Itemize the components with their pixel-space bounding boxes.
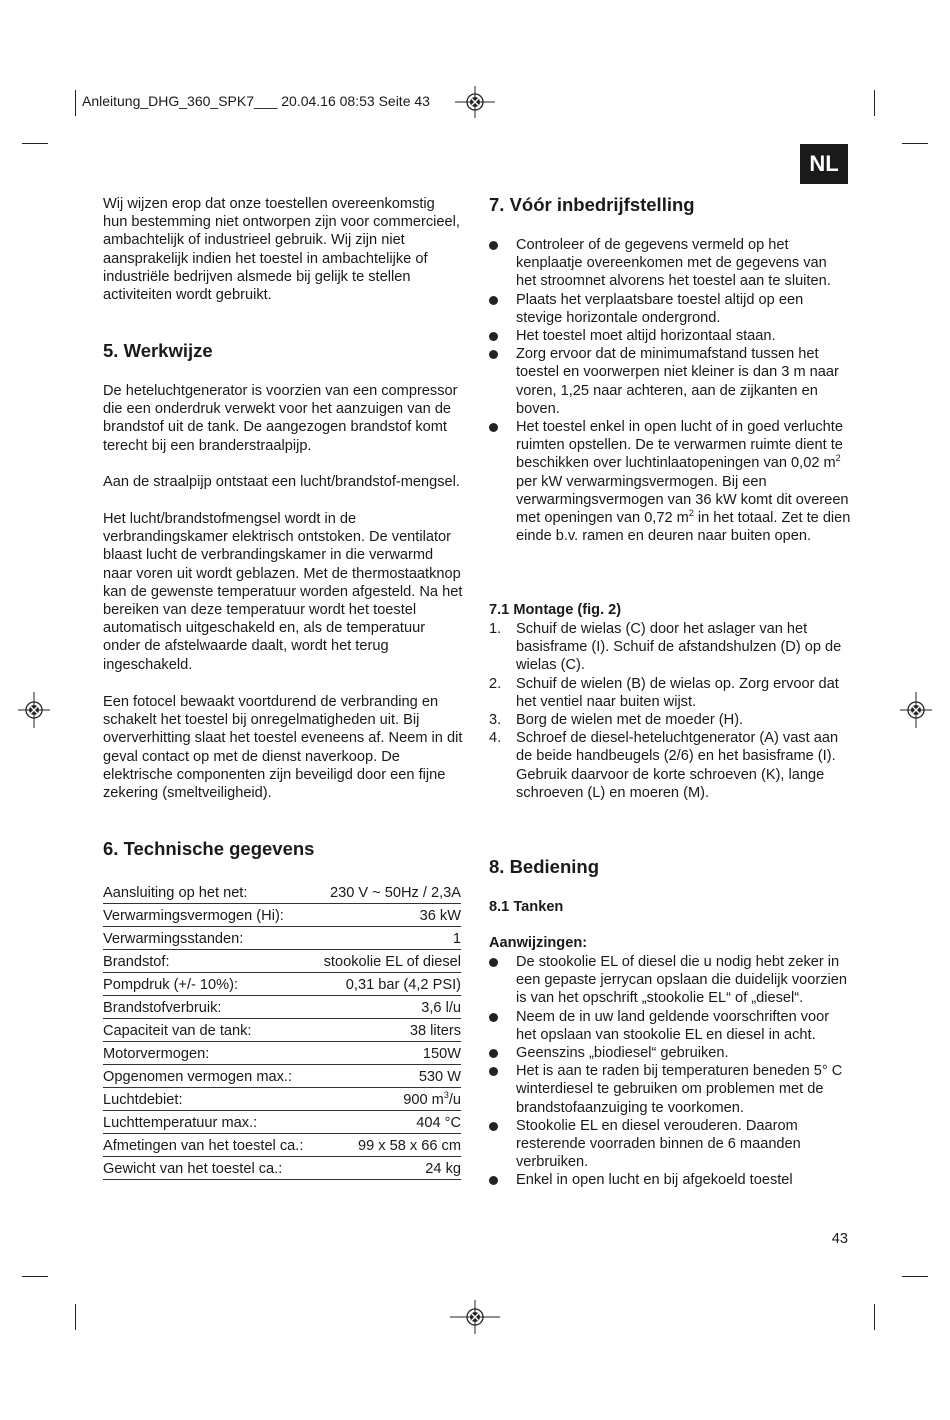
spec-value: 230 V ~ 50Hz / 2,3A	[315, 881, 461, 904]
spec-value: 3,6 l/u	[315, 996, 461, 1019]
spec-row	[103, 1088, 461, 1111]
spec-label: Afmetingen van het toestel ca.:	[103, 1134, 315, 1157]
spec-row	[103, 904, 461, 927]
spec-label: Brandstofverbruik:	[103, 996, 315, 1019]
spec-row	[103, 1111, 461, 1134]
spec-value: 530 W	[315, 1065, 461, 1088]
crop-mark	[902, 1276, 928, 1277]
list-item: De stookolie EL of diesel die u nodig hebt zeker in een gepaste jerrycan opslaan die duidelijk voorzien is van het opschrift „stookolie EL“ of „diesel“.	[489, 953, 851, 1008]
spec-value: 0,31 bar (4,2 PSI)	[315, 973, 461, 996]
notes-title: Aanwijzingen:	[489, 935, 588, 951]
section-5-paragraph-3: Het lucht/brandstofmengsel wordt in de verbrandingskamer elektrisch ontstoken. De ventilator blaast lucht de verbrandingskamer in die verwarmd naar voren uit wordt geblazen. Met de thermostaatknop kan de gewenste temperatuur worden afgesteld. Na het bereiken van deze temperatuur wordt het toestel automatisch uitgeschakeld en, als de temperatuur onder de afstelwaarde daalt, wordt het terug ingeschakeld.	[103, 511, 463, 673]
spec-value: 38 liters	[315, 1019, 461, 1042]
crop-mark	[874, 1304, 875, 1330]
spec-label: Aansluiting op het net:	[103, 881, 315, 904]
spec-value: 404 °C	[315, 1111, 461, 1134]
spec-label: Luchtdebiet:	[103, 1088, 315, 1111]
technical-data-table	[103, 881, 461, 1180]
registration-mark-icon	[450, 1300, 500, 1334]
spec-label: Motorvermogen:	[103, 1042, 315, 1065]
spec-value: 1	[315, 927, 461, 950]
section-5-title: 5. Werkwijze	[103, 340, 213, 361]
section-5-paragraph-2: Aan de straalpijp ontstaat een lucht/brandstof-mengsel.	[103, 474, 460, 490]
spec-value: 99 x 58 x 66 cm	[315, 1134, 461, 1157]
spec-value: 24 kg	[315, 1157, 461, 1180]
spec-row	[103, 1065, 461, 1088]
spec-row	[103, 1134, 461, 1157]
list-item: Controleer of de gegevens vermeld op het kenplaatje overeenkomen met de gegevens van het stroomnet alvorens het toestel aan te sluiten.	[489, 236, 851, 291]
list-item: Het toestel enkel in open lucht of in goed verluchte ruimten opstellen. De te verwarmen ruimte dient te beschikken over luchtinlaatopeningen van 0,02 $m^2$ per kW verwarmingsvermogen. Bij een verwarmingsvermogen van 36 kW komt dit overeen met openingen van 0,72 $m^2$ in het totaal. Zet te dien einde b.v. ramen en deuren naar buiten open.	[489, 418, 851, 545]
list-item: 2. Schuif de wielen (B) de wielas op. Zorg ervoor dat het ventiel naar buiten wijst.	[489, 675, 839, 710]
list-item: 3. Borg de wielen met de moeder (H).	[489, 712, 744, 729]
spec-label: Verwarmingsvermogen (Hi):	[103, 904, 315, 927]
spec-label: Opgenomen vermogen max.:	[103, 1065, 315, 1088]
subsection-8-1-title: 8.1 Tanken	[489, 899, 564, 915]
registration-mark-icon	[900, 692, 932, 728]
section-5-paragraph-1: De heteluchtgenerator is voorzien van een compressor die een onderdruk verwekt voor het aanzuigen van de brandstof uit de tank. De aangezogen brandstof komt terecht bij een branderstraalpijp.	[103, 383, 458, 454]
spec-label: Gewicht van het toestel ca.:	[103, 1157, 315, 1180]
list-item: Neem de in uw land geldende voorschriften voor het opslaan van stookolie EL en diesel in acht.	[489, 1008, 851, 1044]
list-item: Zorg ervoor dat de minimumafstand tussen het toestel en voorwerpen niet kleiner is dan 3 m naar voren, 1,25 naar achteren, aan de zijkanten en boven.	[489, 345, 851, 418]
list-item: Geenszins „biodiesel“ gebruiken.	[489, 1044, 851, 1062]
spec-value: 900 $m^3/u$	[315, 1088, 461, 1111]
crop-mark	[902, 143, 928, 144]
crop-mark	[22, 143, 48, 144]
section-8-title: 8. Bediening	[489, 856, 599, 877]
spec-label: Verwarmingsstanden:	[103, 927, 315, 950]
spec-row	[103, 1019, 461, 1042]
list-item: 1. Schuif de wielas (C) door het aslager van het basisframe (I). Schuif de afstandshulzen (D) op de wielas (C).	[489, 621, 842, 674]
spec-label: Pompdruk (+/- 10%):	[103, 973, 315, 996]
crop-mark	[75, 1304, 76, 1330]
list-item: Het toestel moet altijd horizontaal staan.	[489, 327, 851, 345]
section-7-title: 7. Vóór inbedrijfstelling	[489, 194, 695, 215]
spec-row	[103, 1042, 461, 1065]
spec-value: 36 kW	[315, 904, 461, 927]
spec-row	[103, 973, 461, 996]
print-header-slug: Anleitung_DHG_360_SPK7___ 20.04.16 08:53 Seite 43	[82, 93, 430, 109]
list-item: 4. Schroef de diesel-heteluchtgenerator (A) vast aan de beide handbeugels (2/6) en het basisframe (I). Gebruik daarvoor de korte schroeven (K), lange schroeven (L) en moeren (M).	[489, 730, 839, 801]
spec-label: Brandstof:	[103, 950, 315, 973]
spec-value: stookolie EL of diesel	[315, 950, 461, 973]
spec-label: Capaciteit van de tank:	[103, 1019, 315, 1042]
language-badge: NL	[800, 144, 848, 184]
list-item: Plaats het verplaatsbare toestel altijd op een stevige horizontale ondergrond.	[489, 291, 851, 327]
intro-paragraph: Wij wijzen erop dat onze toestellen overeenkomstig hun bestemming niet ontworpen zijn voor commercieel, ambachtelijk of industrieel gebruik. Wij zijn niet aansprakelijk indien het toestel in ambachtelijke of industriële bedrijven alsmede bij gelijk te stellen activiteiten wordt gebruikt.	[103, 196, 460, 304]
section-7-bullet-list	[489, 236, 851, 545]
spec-value: 150W	[315, 1042, 461, 1065]
crop-mark	[874, 90, 875, 116]
crop-mark	[22, 1276, 48, 1277]
spec-row	[103, 881, 461, 904]
spec-row	[103, 950, 461, 973]
list-item: Het is aan te raden bij temperaturen beneden 5° C winterdiesel te gebruiken om problemen met de brandstofaanzuiging te voorkomen.	[489, 1062, 851, 1117]
assembly-steps-list	[489, 620, 851, 802]
registration-mark-icon	[18, 692, 50, 728]
spec-row	[103, 996, 461, 1019]
list-item: Stookolie EL en diesel verouderen. Daarom resterende voorraden binnen de 6 maanden verbruiken.	[489, 1117, 851, 1172]
page-number: 43	[831, 1231, 848, 1247]
spec-row	[103, 927, 461, 950]
spec-row	[103, 1157, 461, 1180]
section-5-paragraph-4: Een fotocel bewaakt voortdurend de verbranding en schakelt het toestel bij onregelmatigheden uit. Bij oververhitting slaat het toestel eveneens af. Neem in dit geval contact op met de dienst naverkoop. De elektrische componenten zijn beveiligd door een fijne zekering (smeltveiligheid).	[103, 694, 463, 802]
spec-label: Luchttemperatuur max.:	[103, 1111, 315, 1134]
list-item: Enkel in open lucht en bij afgekoeld toestel	[489, 1171, 851, 1189]
subsection-7-1-title: 7.1 Montage (fig. 2)	[489, 602, 622, 618]
crop-mark	[75, 90, 76, 116]
registration-mark-icon	[455, 86, 495, 118]
section-6-title: 6. Technische gegevens	[103, 838, 315, 859]
section-8-bullet-list	[489, 953, 851, 1190]
